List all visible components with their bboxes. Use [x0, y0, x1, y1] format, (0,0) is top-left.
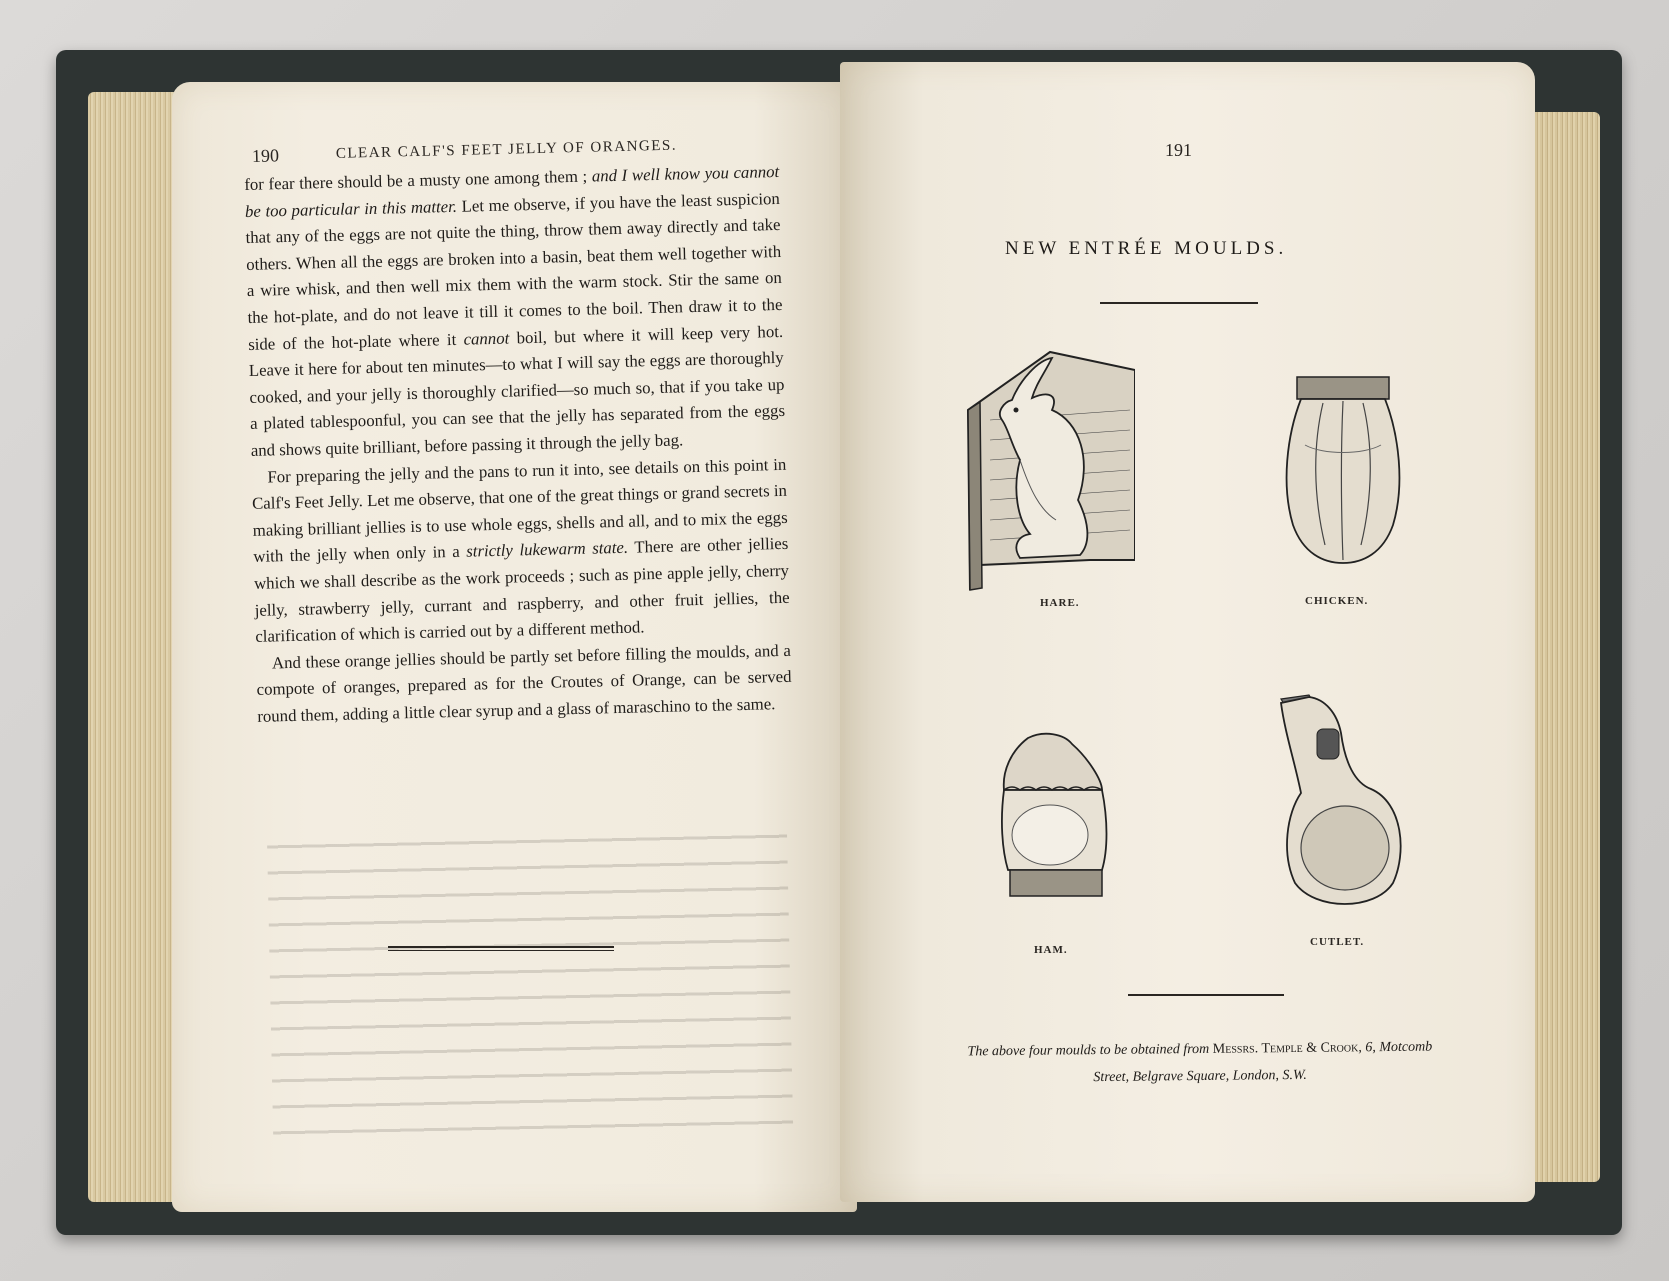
left-page-number: 190 — [251, 145, 280, 166]
chapter-heading: CLEAR CALF'S FEET JELLY OF ORANGES. — [335, 137, 678, 162]
hare-caption: HARE. — [1040, 597, 1080, 609]
text-run: And these orange jellies should be partly set before filling the moulds, and a compote of oranges, prepared as for the Croutes of Orange, can be served round them, adding a little clear syrup and a glass of maraschino to the same. — [256, 640, 792, 726]
ham-caption: HAM. — [1034, 944, 1068, 956]
italic-text: cannot — [463, 328, 510, 349]
paragraph — [256, 637, 793, 730]
plate-bottom-rule — [1128, 994, 1284, 996]
left-body-text — [244, 159, 792, 730]
italic-text: and I well know you cannot be too particular in this matter. — [244, 161, 780, 221]
text-run: For preparing the jelly and the pans to run it into, see details on this point in Calf's Feet Jelly. Let me observe, that one of the great things or grand secrets in making brilliant jellies is to use whole eggs, shells and all, and to mix the eggs with the jelly when only in a — [251, 454, 788, 567]
credit-line-2: Street, Belgrave Square, London, S.W. — [1093, 1067, 1307, 1086]
text-run: for fear there should be a musty one among them ; — [244, 166, 593, 194]
paragraph — [251, 451, 790, 650]
text-run: Let me observe, if you have the least suspicion that any of the eggs are not quite the thing, throw them away directly and take others. When all the eggs are broken into a basin, beat them well together with a wire whisk, and then well mix them with the warm stock. Stir the same on the hot-plate, and do not leave it till it comes to the boil. Then draw it to the side of the hot-plate where it — [245, 188, 783, 354]
left-page-edges — [88, 92, 178, 1202]
plate-title: NEW ENTRÉE MOULDS. — [1005, 238, 1288, 259]
credit-line-1-post: , 6, Motcomb — [1358, 1039, 1433, 1056]
cutlet-mould-icon — [1275, 693, 1405, 913]
right-page — [840, 62, 1535, 1202]
supplier-names: Messrs. Temple & Crook — [1212, 1040, 1359, 1057]
ham-mould-icon — [998, 730, 1108, 920]
chicken-caption: CHICKEN. — [1305, 595, 1369, 607]
text-run: There are other jellies which we shall describe as the work proceeds ; such as pine apple jelly, cherry jelly, strawberry jelly, currant and raspberry, and other fruit jellies, the clarification of which is carried out by a different method. — [253, 534, 790, 646]
italic-text: strictly lukewarm state. — [466, 538, 629, 561]
supplier-credit — [920, 1033, 1481, 1093]
section-end-rule — [388, 946, 614, 951]
hare-mould-icon — [960, 350, 1135, 595]
cutlet-caption: CUTLET. — [1310, 936, 1365, 948]
title-rule — [1100, 302, 1258, 304]
text-run: boil, but where it will keep very hot. Leave it here for about ten minutes—to what I will say the eggs are thoroughly cooked, and your jelly is thoroughly clarified—so much so, that if you take up a plated tablespoonful, you can see that the jelly has separated from the eggs and shows quite brilliant, before passing it through the jelly bag. — [248, 321, 786, 460]
right-page-number: 191 — [1165, 140, 1192, 160]
credit-line-1-pre: The above four moulds to be obtained from — [967, 1041, 1213, 1060]
paragraph — [244, 159, 786, 465]
show-through-text — [267, 825, 793, 1136]
chicken-mould-icon — [1283, 375, 1403, 565]
